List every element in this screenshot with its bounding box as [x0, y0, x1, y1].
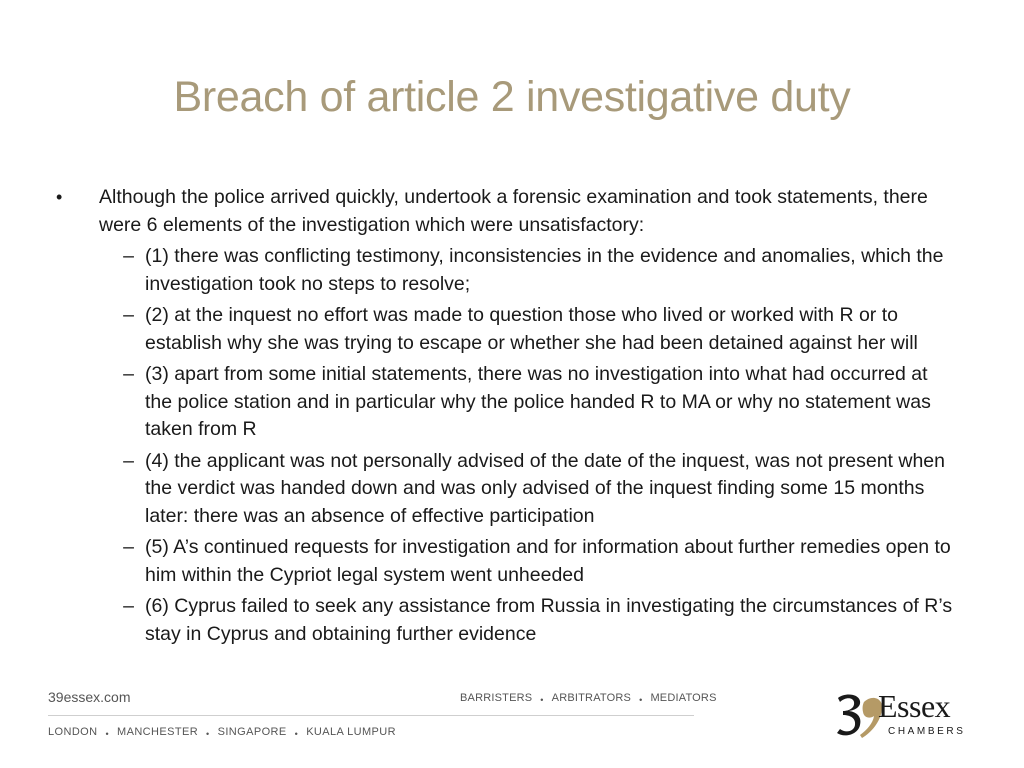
- dash-marker: –: [123, 536, 134, 558]
- sub-bullet-item: [112, 361, 976, 444]
- separator: •: [540, 695, 544, 705]
- footer-role: ARBITRATORS: [551, 692, 632, 704]
- essex-chambers-logo: [834, 688, 984, 742]
- sub-bullet-item: [112, 302, 976, 357]
- sub-bullet-text: (2) at the inquest no effort was made to question those who lived or worked with R or to establish why she was trying to escape or whether she had been detained against her will: [145, 304, 918, 354]
- sub-bullet-list: [56, 243, 976, 648]
- office-location: KUALA LUMPUR: [306, 726, 396, 738]
- dash-marker: –: [123, 304, 134, 326]
- office-location: LONDON: [48, 726, 98, 738]
- footer-roles: [460, 692, 717, 704]
- separator: •: [294, 729, 299, 739]
- sub-bullet-text: (6) Cyprus failed to seek any assistance from Russia in investigating the circumstances of R’s stay in Cyprus and obtaining further evidence: [145, 595, 953, 645]
- sub-bullet-text: (5) A’s continued requests for investigation and for information about further remedies open to him within the Cypriot legal system went unheeded: [145, 536, 951, 586]
- sub-bullet-item: [112, 448, 976, 531]
- sub-bullet-item: [112, 243, 976, 298]
- slide-title: Breach of article 2 investigative duty: [173, 73, 851, 121]
- logo-three-glyph: [837, 695, 860, 736]
- separator: •: [206, 729, 210, 739]
- bullet-marker: •: [56, 187, 63, 207]
- sub-bullet-item: [112, 593, 976, 648]
- dash-marker: –: [123, 449, 134, 472]
- footer-divider: [48, 715, 694, 716]
- sub-bullet-text: (4) the applicant was not personally advised of the date of the inquest, was not present when the verdict was handed down and was only advised of the inquest finding some 15 months later: there was an absence of effective participation: [145, 449, 945, 527]
- separator: •: [105, 729, 110, 739]
- sub-bullet-item: [112, 534, 976, 589]
- footer-role: BARRISTERS: [460, 692, 533, 704]
- dash-marker: –: [123, 363, 134, 385]
- dash-marker: –: [123, 595, 134, 617]
- bullet-body: [99, 184, 959, 239]
- logo-subtitle: CHAMBERS: [888, 726, 966, 737]
- bullet-item: [56, 184, 976, 239]
- footer-url[interactable]: 39essex.com: [48, 689, 131, 705]
- footer-role: MEDIATORS: [650, 692, 717, 704]
- sub-bullet-text: (3) apart from some initial statements, there was no investigation into what had occurred at the police station and in particular why the police handed R to MA or why no statement was taken from R: [145, 363, 931, 440]
- separator: •: [639, 695, 643, 705]
- office-location: SINGAPORE: [217, 726, 287, 738]
- footer-offices: [48, 726, 396, 738]
- office-location: MANCHESTER: [117, 726, 199, 738]
- bullet-text: Although the police arrived quickly, undertook a forensic examination and took statements, there were 6 elements of the investigation which were unsatisfactory:: [99, 186, 928, 236]
- logo-wordmark: Essex: [878, 688, 951, 724]
- dash-marker: –: [123, 245, 134, 267]
- sub-bullet-text: (1) there was conflicting testimony, inconsistencies in the evidence and anomalies, which the investigation took no steps to resolve;: [145, 245, 944, 295]
- slide-content: [56, 184, 976, 648]
